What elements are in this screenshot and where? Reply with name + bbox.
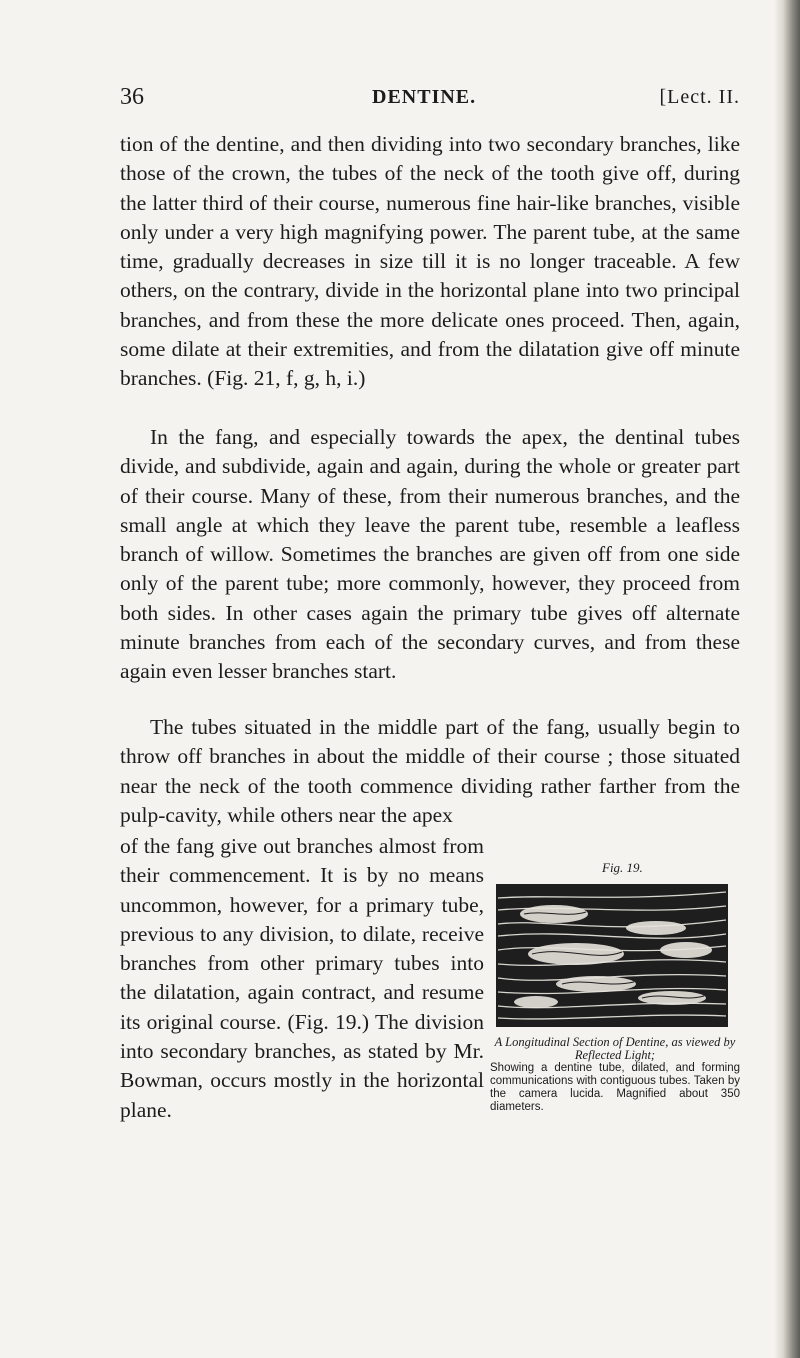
paragraph-1: tion of the dentine, and then dividing into two secondary branches, like those of the crown, the tubes of the neck of the tooth give off, during the latter third of their course, numerous fine hair-like branches, visible only under a very high magnifying power. The parent tube, at the same time, gradually decreases in size till it is no longer traceable. A few others, on the contrary, divide in the horizontal plane into two principal branches, and from these the more delicate ones proceed. Then, again, some dilate at their extremities, and from the dilatation give off minute branches. (Fig. 21, f, g, h, i.) <box>120 132 740 391</box>
page-number: 36 <box>120 84 144 110</box>
paragraph-3: The tubes situated in the middle part of the fang, usually begin to throw off branches in about the middle of their course ; those situated near the neck of the tooth commence dividing rather farther from the pulp-cavity, while others near the apex <box>120 715 740 827</box>
paragraph-3-continued: of the fang give out branches almost from their commencement. It is by no means uncommon, however, for a primary tube, previous to any division, to dilate, receive branches from other primary tubes into the dilatation, again contract, and resume its original course. (Fig. 19.) The division into secondary branches, as stated by Mr. Bowman, occurs mostly in the horizontal plane. <box>120 834 484 1122</box>
paragraph-2: In the fang, and especially towards the apex, the dentinal tubes divide, and subdivide, again and again, during the whole or greater part of their course. Many of these, from their numerous branches, and the small angle at which they leave the parent tube, resemble a leafless branch of willow. Sometimes the branches are given off from one side only of the parent tube; more commonly, however, they proceed from both sides. In other cases again the primary tube gives off alternate minute branches from each of the secondary curves, and from these again even lesser branches start. <box>120 425 740 684</box>
lecture-marker: [Lect. II. <box>659 86 740 108</box>
caption-title: A Longitudinal Section of Dentine, as viewed by Reflected Light; <box>494 1035 736 1062</box>
running-header <box>120 84 740 114</box>
caption-text: Showing a dentine tube, dilated, and forming communications with contiguous tubes. Taken by the camera lucida. Magnified about 350 diameters. <box>490 1062 740 1113</box>
page-edge-shadow <box>774 0 800 1358</box>
figure-caption <box>490 1036 740 1114</box>
dentine-section-illustration <box>496 884 728 1027</box>
running-title: DENTINE. <box>372 86 477 108</box>
figure-label: Fig. 19. <box>602 860 643 875</box>
